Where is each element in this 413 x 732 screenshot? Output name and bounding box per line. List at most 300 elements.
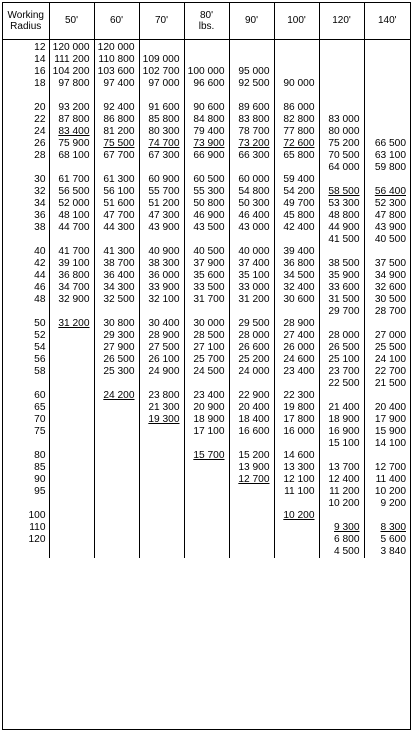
- working-radius-cell: 65: [34, 401, 46, 413]
- capacity-cell: [229, 114, 274, 126]
- working-radius-cell: 32: [34, 185, 46, 197]
- capacity-cell: [319, 270, 364, 282]
- capacity-value: 87 800: [58, 113, 90, 125]
- capacity-value: 22 300: [283, 389, 315, 401]
- capacity-value: 15 100: [328, 437, 360, 449]
- capacity-cell: [184, 438, 229, 450]
- capacity-cell: [184, 462, 229, 474]
- capacity-value: 93 200: [58, 101, 90, 113]
- capacity-value: 68 100: [58, 149, 90, 161]
- capacity-cell: [319, 354, 364, 366]
- capacity-cell: [49, 402, 94, 414]
- capacity-cell: [364, 222, 410, 234]
- capacity-cell: [229, 546, 274, 558]
- capacity-value: 86 000: [283, 101, 315, 113]
- capacity-value: 11 200: [329, 485, 360, 497]
- capacity-cell: [49, 414, 94, 426]
- capacity-value: 24 600: [283, 353, 315, 365]
- capacity-value: 30 000: [193, 317, 225, 329]
- capacity-cell: [139, 366, 184, 378]
- capacity-value: 33 900: [148, 281, 180, 293]
- capacity-value: 75 900: [58, 137, 90, 149]
- capacity-value: 59 400: [283, 173, 315, 185]
- header-working-radius: [3, 3, 49, 39]
- capacity-cell: [94, 462, 139, 474]
- capacity-value: 17 100: [193, 425, 225, 437]
- capacity-value: 102 700: [142, 65, 180, 77]
- capacity-value: 83 000: [328, 113, 360, 125]
- table-row: [3, 354, 410, 366]
- capacity-value: 17 800: [283, 413, 315, 425]
- capacity-cell: [94, 66, 139, 78]
- working-radius-cell: [3, 90, 49, 102]
- capacity-value: 29 500: [238, 317, 270, 329]
- capacity-cell: [319, 366, 364, 378]
- table-row: [3, 102, 410, 114]
- capacity-cell: [319, 174, 364, 186]
- capacity-value: 54 800: [238, 185, 270, 197]
- capacity-cell: [229, 174, 274, 186]
- capacity-cell: [49, 234, 94, 246]
- capacity-cell: [139, 306, 184, 318]
- capacity-cell: [139, 126, 184, 138]
- capacity-cell: [184, 39, 229, 54]
- capacity-value: 31 200: [238, 293, 270, 305]
- capacity-cell: [184, 330, 229, 342]
- capacity-value: 46 400: [238, 209, 270, 221]
- capacity-cell: [319, 150, 364, 162]
- capacity-value: 33 500: [193, 281, 225, 293]
- working-radius-cell: 48: [34, 293, 46, 305]
- capacity-value: 28 900: [148, 329, 180, 341]
- capacity-cell: [184, 450, 229, 462]
- capacity-cell: [319, 246, 364, 258]
- capacity-value: 51 600: [103, 197, 135, 209]
- capacity-cell: [139, 78, 184, 90]
- capacity-cell: [364, 426, 410, 438]
- header-boom-50: [49, 3, 94, 39]
- capacity-cell: [49, 426, 94, 438]
- capacity-value: 27 000: [374, 329, 406, 341]
- capacity-value: 16 600: [238, 425, 270, 437]
- capacity-cell: [364, 438, 410, 450]
- capacity-cell: [274, 54, 319, 66]
- capacity-cell: [49, 54, 94, 66]
- capacity-value: 43 000: [238, 221, 270, 233]
- capacity-cell: [319, 534, 364, 546]
- working-radius-cell: 20: [34, 101, 46, 113]
- capacity-value: 40 500: [193, 245, 225, 257]
- capacity-value: 47 700: [103, 209, 135, 221]
- capacity-value: 91 600: [148, 101, 180, 113]
- capacity-cell: [94, 114, 139, 126]
- capacity-value: 27 400: [283, 329, 315, 341]
- capacity-value: 33 600: [328, 281, 360, 293]
- capacity-cell: [274, 186, 319, 198]
- capacity-value: 12 700: [238, 473, 270, 485]
- capacity-value: 23 800: [148, 389, 180, 401]
- capacity-cell: [319, 522, 364, 534]
- capacity-cell: [364, 174, 410, 186]
- capacity-cell: [49, 222, 94, 234]
- capacity-cell: [319, 306, 364, 318]
- capacity-cell: [94, 78, 139, 90]
- header-radius-line-2: Radius: [10, 20, 42, 32]
- working-radius-cell: 24: [34, 125, 46, 137]
- capacity-value: 47 800: [374, 209, 406, 221]
- capacity-cell: [184, 342, 229, 354]
- capacity-cell: [49, 378, 94, 390]
- capacity-cell: [49, 366, 94, 378]
- capacity-value: 9 300: [334, 521, 360, 533]
- capacity-cell: [319, 330, 364, 342]
- capacity-cell: [229, 402, 274, 414]
- capacity-cell: [319, 162, 364, 174]
- capacity-cell: [274, 318, 319, 330]
- capacity-value: 24 000: [238, 365, 270, 377]
- capacity-value: 32 400: [283, 281, 315, 293]
- capacity-value: 36 800: [283, 257, 315, 269]
- capacity-value: 28 900: [283, 317, 315, 329]
- capacity-value: 26 500: [328, 341, 360, 353]
- capacity-cell: [94, 510, 139, 522]
- capacity-cell: [364, 234, 410, 246]
- capacity-cell: [139, 330, 184, 342]
- capacity-cell: [229, 306, 274, 318]
- capacity-cell: [319, 318, 364, 330]
- capacity-value: 54 200: [283, 185, 315, 197]
- capacity-value: 70 500: [328, 149, 360, 161]
- capacity-value: 16 000: [283, 425, 315, 437]
- capacity-cell: [364, 474, 410, 486]
- capacity-value: 79 400: [193, 125, 225, 137]
- capacity-cell: [319, 282, 364, 294]
- capacity-value: 44 300: [103, 221, 135, 233]
- capacity-value: 34 700: [58, 281, 90, 293]
- table-row: [3, 402, 410, 414]
- capacity-cell: [184, 78, 229, 90]
- capacity-value: 74 700: [148, 137, 180, 149]
- capacity-value: 23 400: [193, 389, 225, 401]
- capacity-cell: [364, 354, 410, 366]
- table-row: [3, 330, 410, 342]
- capacity-cell: [274, 438, 319, 450]
- capacity-cell: [319, 390, 364, 402]
- capacity-cell: [184, 186, 229, 198]
- capacity-cell: [274, 222, 319, 234]
- capacity-value: 5 600: [380, 533, 406, 545]
- capacity-cell: [94, 150, 139, 162]
- capacity-value: 15 700: [193, 449, 225, 461]
- capacity-cell: [49, 39, 94, 54]
- capacity-cell: [94, 234, 139, 246]
- capacity-cell: [94, 162, 139, 174]
- capacity-cell: [94, 90, 139, 102]
- capacity-cell: [364, 270, 410, 282]
- capacity-value: 109 000: [142, 53, 180, 65]
- capacity-cell: [319, 258, 364, 270]
- capacity-value: 89 600: [238, 101, 270, 113]
- capacity-cell: [184, 510, 229, 522]
- capacity-value: 35 900: [328, 269, 360, 281]
- capacity-cell: [184, 162, 229, 174]
- capacity-cell: [49, 66, 94, 78]
- capacity-value: 20 400: [238, 401, 270, 413]
- capacity-cell: [94, 342, 139, 354]
- capacity-cell: [274, 534, 319, 546]
- capacity-cell: [94, 486, 139, 498]
- capacity-value: 32 500: [103, 293, 135, 305]
- capacity-cell: [49, 78, 94, 90]
- capacity-value: 15 200: [238, 449, 270, 461]
- header-boom-label: 70': [154, 15, 169, 27]
- working-radius-cell: 100: [28, 509, 46, 521]
- capacity-value: 13 900: [238, 461, 270, 473]
- capacity-value: 64 000: [328, 161, 360, 173]
- capacity-value: 38 300: [148, 257, 180, 269]
- capacity-cell: [274, 294, 319, 306]
- capacity-cell: [229, 450, 274, 462]
- capacity-value: 29 700: [328, 305, 360, 317]
- working-radius-cell: [3, 306, 49, 318]
- capacity-cell: [319, 114, 364, 126]
- capacity-value: 52 000: [58, 197, 90, 209]
- capacity-cell: [94, 402, 139, 414]
- capacity-cell: [94, 378, 139, 390]
- capacity-cell: [94, 282, 139, 294]
- capacity-value: 21 500: [374, 377, 406, 389]
- table-row: [3, 474, 410, 486]
- capacity-cell: [139, 54, 184, 66]
- capacity-value: 43 900: [374, 221, 406, 233]
- capacity-cell: [319, 486, 364, 498]
- capacity-cell: [364, 342, 410, 354]
- capacity-cell: [364, 258, 410, 270]
- capacity-cell: [94, 222, 139, 234]
- working-radius-cell: 16: [34, 65, 46, 77]
- capacity-cell: [364, 366, 410, 378]
- table-row: [3, 222, 410, 234]
- capacity-cell: [184, 234, 229, 246]
- capacity-value: 75 500: [103, 137, 135, 149]
- capacity-cell: [49, 498, 94, 510]
- capacity-value: 31 700: [193, 293, 225, 305]
- capacity-cell: [364, 150, 410, 162]
- table-row: [3, 246, 410, 258]
- capacity-cell: [364, 66, 410, 78]
- capacity-cell: [364, 186, 410, 198]
- capacity-value: 24 200: [103, 389, 135, 401]
- capacity-value: 25 700: [193, 353, 225, 365]
- capacity-cell: [184, 366, 229, 378]
- capacity-cell: [184, 258, 229, 270]
- capacity-value: 36 000: [148, 269, 180, 281]
- capacity-cell: [94, 426, 139, 438]
- header-boom-90: [229, 3, 274, 39]
- capacity-cell: [139, 474, 184, 486]
- capacity-value: 63 100: [374, 149, 406, 161]
- capacity-value: 24 100: [374, 353, 406, 365]
- table-row: [3, 90, 410, 102]
- capacity-value: 11 100: [284, 485, 315, 497]
- capacity-value: 25 500: [374, 341, 406, 353]
- table-row: [3, 174, 410, 186]
- capacity-value: 28 500: [193, 329, 225, 341]
- capacity-cell: [229, 150, 274, 162]
- capacity-cell: [229, 318, 274, 330]
- capacity-value: 80 300: [148, 125, 180, 137]
- capacity-value: 43 500: [193, 221, 225, 233]
- header-boom-label: 140': [377, 15, 397, 27]
- capacity-cell: [319, 462, 364, 474]
- capacity-cell: [94, 174, 139, 186]
- capacity-cell: [274, 282, 319, 294]
- capacity-cell: [184, 174, 229, 186]
- capacity-value: 4 500: [334, 545, 360, 557]
- capacity-cell: [94, 390, 139, 402]
- capacity-cell: [139, 318, 184, 330]
- capacity-cell: [184, 402, 229, 414]
- capacity-value: 31 500: [328, 293, 360, 305]
- table-row: [3, 258, 410, 270]
- capacity-cell: [139, 450, 184, 462]
- capacity-cell: [274, 426, 319, 438]
- capacity-cell: [229, 330, 274, 342]
- capacity-cell: [49, 534, 94, 546]
- working-radius-cell: 85: [34, 461, 46, 473]
- capacity-cell: [94, 294, 139, 306]
- capacity-cell: [364, 318, 410, 330]
- capacity-cell: [49, 198, 94, 210]
- capacity-cell: [49, 90, 94, 102]
- table-row: [3, 186, 410, 198]
- capacity-value: 83 400: [58, 125, 90, 137]
- working-radius-cell: 120: [28, 533, 46, 545]
- capacity-cell: [184, 378, 229, 390]
- capacity-cell: [184, 102, 229, 114]
- capacity-value: 14 600: [283, 449, 315, 461]
- capacity-value: 77 800: [283, 125, 315, 137]
- capacity-value: 17 900: [374, 413, 406, 425]
- header-boom-70: [139, 3, 184, 39]
- capacity-cell: [274, 450, 319, 462]
- capacity-cell: [319, 222, 364, 234]
- capacity-value: 34 300: [103, 281, 135, 293]
- capacity-cell: [274, 354, 319, 366]
- capacity-cell: [139, 210, 184, 222]
- capacity-cell: [184, 546, 229, 558]
- capacity-cell: [184, 390, 229, 402]
- capacity-cell: [364, 402, 410, 414]
- capacity-cell: [229, 534, 274, 546]
- capacity-cell: [49, 246, 94, 258]
- capacity-value: 97 400: [103, 77, 135, 89]
- capacity-cell: [229, 498, 274, 510]
- table-row: [3, 282, 410, 294]
- capacity-cell: [229, 282, 274, 294]
- working-radius-cell: 44: [34, 269, 46, 281]
- capacity-cell: [364, 126, 410, 138]
- capacity-cell: [274, 498, 319, 510]
- capacity-cell: [364, 462, 410, 474]
- capacity-cell: [139, 282, 184, 294]
- capacity-value: 22 900: [238, 389, 270, 401]
- capacity-value: 39 400: [283, 245, 315, 257]
- capacity-cell: [184, 354, 229, 366]
- capacity-value: 19 300: [148, 413, 180, 425]
- capacity-cell: [364, 498, 410, 510]
- capacity-cell: [319, 402, 364, 414]
- capacity-value: 25 100: [328, 353, 360, 365]
- capacity-cell: [184, 486, 229, 498]
- capacity-cell: [274, 234, 319, 246]
- capacity-value: 38 500: [328, 257, 360, 269]
- working-radius-cell: [3, 162, 49, 174]
- capacity-value: 84 800: [193, 113, 225, 125]
- capacity-value: 66 300: [238, 149, 270, 161]
- capacity-cell: [94, 138, 139, 150]
- capacity-cell: [229, 78, 274, 90]
- capacity-cell: [139, 390, 184, 402]
- capacity-cell: [319, 138, 364, 150]
- capacity-cell: [229, 294, 274, 306]
- capacity-cell: [274, 138, 319, 150]
- capacity-cell: [94, 54, 139, 66]
- capacity-cell: [364, 486, 410, 498]
- capacity-cell: [319, 294, 364, 306]
- capacity-cell: [49, 390, 94, 402]
- capacity-cell: [274, 546, 319, 558]
- header-boom-100: [274, 3, 319, 39]
- capacity-value: 36 800: [58, 269, 90, 281]
- header-boom-label: 90': [244, 15, 259, 27]
- capacity-cell: [274, 210, 319, 222]
- header-boom-label: 50': [64, 15, 79, 27]
- table-row: [3, 498, 410, 510]
- capacity-value: 16 900: [328, 425, 360, 437]
- table-row: [3, 426, 410, 438]
- capacity-value: 8 300: [380, 521, 406, 533]
- capacity-value: 78 700: [238, 125, 270, 137]
- capacity-cell: [229, 138, 274, 150]
- capacity-value: 97 800: [58, 77, 90, 89]
- capacity-cell: [319, 234, 364, 246]
- capacity-cell: [49, 342, 94, 354]
- capacity-value: 65 800: [283, 149, 315, 161]
- capacity-cell: [139, 270, 184, 282]
- working-radius-cell: [3, 546, 49, 558]
- capacity-value: 20 400: [374, 401, 406, 413]
- capacity-cell: [229, 162, 274, 174]
- capacity-cell: [94, 534, 139, 546]
- capacity-value: 27 900: [103, 341, 135, 353]
- capacity-value: 18 900: [193, 413, 225, 425]
- capacity-value: 100 000: [187, 65, 225, 77]
- capacity-value: 72 600: [283, 137, 315, 149]
- capacity-cell: [139, 378, 184, 390]
- capacity-cell: [319, 546, 364, 558]
- capacity-value: 51 200: [148, 197, 180, 209]
- table-row: [3, 66, 410, 78]
- capacity-cell: [229, 474, 274, 486]
- capacity-value: 82 800: [283, 113, 315, 125]
- capacity-value: 30 600: [283, 293, 315, 305]
- working-radius-cell: 90: [34, 473, 46, 485]
- capacity-cell: [49, 150, 94, 162]
- header-boom-60: [94, 3, 139, 39]
- capacity-cell: [364, 114, 410, 126]
- capacity-value: 15 900: [374, 425, 406, 437]
